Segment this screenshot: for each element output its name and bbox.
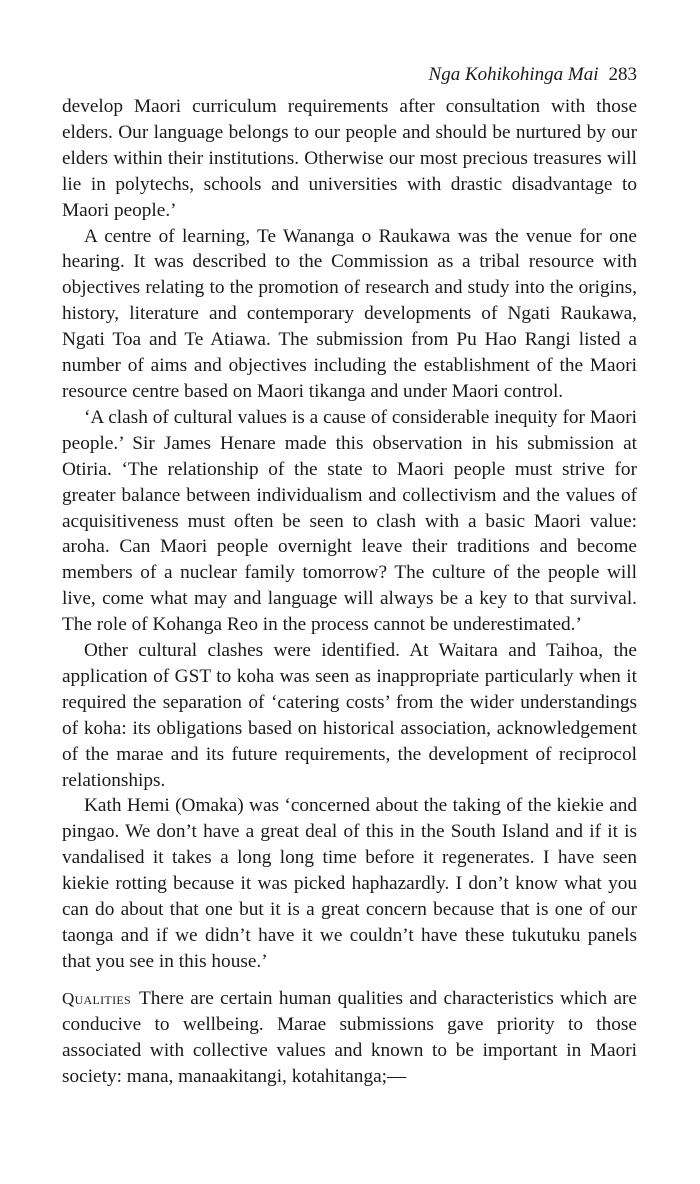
qualities-text: There are certain human qualities and characteristics which are conducive to wellbeing. Marae submissions gave priority to those associated with collective values and known to be important in Maori society: mana, manaakitangi, kotahitanga;— [62,987,637,1087]
paragraph-cultural-clashes: Other cultural clashes were identified. At Waitara and Taihoa, the application of GST to koha was seen as inappropriate particularly when it required the separation of ‘catering costs’ from the wider understandings of koha: its obligations based on historical association, acknowledgement of the marae and its future requirements, the development of reciprocol relationships. [62,640,637,791]
paragraph-kath-hemi: Kath Hemi (Omaka) was ‘concerned about the taking of the kiekie and pingao. We don’t have a great deal of this in the South Island and if it is vandalised it takes a long long time before it regenerates. I have seen kiekie rotting because it was picked haphazardly. I don’t know what you can do about that one but it is a great concern because that is one of our taonga and if we didn’t have it we couldn’t have these tukutuku panels that you see in this house.’ [62,795,637,972]
running-head-title: Nga Kohikohinga Mai [428,64,599,85]
book-page [62,62,637,1089]
page-number: 283 [608,64,637,85]
section-heading-qualities: Qualities [62,988,131,1008]
running-head [62,62,637,94]
qualities-paragraph [62,986,637,1090]
paragraph-continued: develop Maori curriculum requirements after consultation with those elders. Our language belongs to our people and should be nurtured by our elders within their institutions. Otherwise our most precious treasures will lie in polytechs, schools and universities with drastic disadvantage to Maori people.’ [62,96,637,221]
paragraph-cultural-values: ‘A clash of cultural values is a cause of considerable inequity for Maori people.’ Sir James Henare made this observation in his submission at Otiria. ‘The relationship of the state to Maori people must strive for greater balance between individualism and collectivism and the values of acquisitiveness must often be seen to clash with a basic Maori value: aroha. Can Maori people overnight leave their traditions and become members of a nuclear family tomorrow? The culture of the people will live, come what may and language will always be a key to that survival. The role of Kohanga Reo in the process cannot be underestimated.’ [62,406,637,636]
paragraph-wananga: A centre of learning, Te Wananga o Raukawa was the venue for one hearing. It was described to the Commission as a tribal resource with objectives relating to the promotion of research and study into the origins, history, literature and contemporary developments of Ngati Raukawa, Ngati Toa and Te Atiawa. The submission from Pu Hao Rangi listed a number of aims and objectives including the establishment of the Maori resource centre based on Maori tikanga and under Maori control. [62,225,637,402]
